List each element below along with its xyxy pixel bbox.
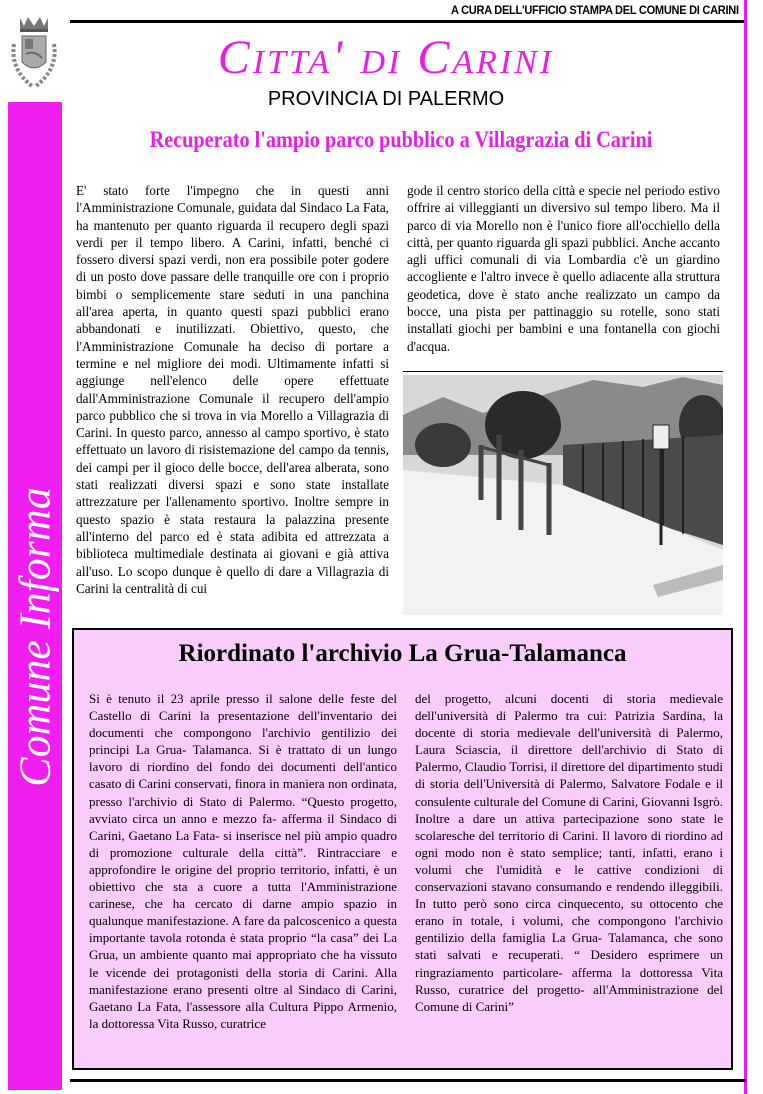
park-photo bbox=[403, 375, 723, 615]
article-column-1: E' stato forte l'impegno che in questi anni l'Amministrazione Comunale, guidata dal Sindaco La Fata, ha mantenuto per quanto riguarda il recupero degli spazi verdi per il tempo libero. A Carini, infatti, benché ci fossero diversi spazi verdi, non era possibile poter godere di un posto dove passare delle tranquille ore con i proprio bimbi o semplicemente stare seduti in una panchina all'area aperta, in quanto questi spazi pubblici erano abbandonati e inutilizzati. Obiettivo, questo, che l'Amministrazione Comunale ha deciso di portare a termine e nel migliore dei modi. Ultimamente infatti si aggiunge nell'elenco delle opere effettuate dall'Amministrazione Comunale il recupero dell'ampio parco pubblico che si trova in via Morello a Villagrazia di Carini. In questo parco, annesso al campo sportivo, è stato effettuato un lavoro di risistemazione del campo da tennis, dei campi per il gioco delle bocce, dell'area alberata, sono stati realizzati diversi spazi e sono state installate attrezzature per l'allenamento sportivo. Inoltre sempre in questo spazio è stata restaura la palazzina presente all'interno del parco ed è stata adibita ed attrezzata a biblioteca multimediale destinata ai giovani e già attiva all'uso. Lo scopo dunque è quello di dare a Villagrazia di Carini la centralità di cui bbox=[76, 183, 389, 596]
article-column-2: gode il centro storico della città e specie nel periodo estivo offrire ai villeggianti un diversivo sul tempo libero. Ma il parco di via Morello non è l'unico fiore all'occhiello della città, per quanto riguarda gli spazi pubblici. Anche accanto agli uffici comunali di via Lombardia c'è un giardino accogliente e l'altro invece è quello adiacente alla struttura geodetica, dove è stato anche realizzato un campo da bocce, una pista per pattinaggio su rotelle, sono stati installati giochi per bambini e una fontanella con giochi d'acqua. bbox=[407, 183, 720, 354]
sidebar-label: Comune Informa bbox=[10, 487, 60, 787]
archive-column-1: Si è tenuto il 23 aprile presso il salone delle feste del Castello di Carini la presentazione dell'inventario dei documenti che compongono l'archivio gentilizio dei principi La Grua- Talamanca. Si è trattato di un lungo lavoro di riordino del fondo dei documenti dell'antico casato di Carini conservati, finora in maniera non ordinata, presso l'archivio di Stato di Palermo. “Questo progetto, avviato circa un anno e mezzo fa- afferma il Sindaco di Carini, Gaetano La Fata- si inserisce nel più ampio quadro di promozione culturale della città”. Rintracciare e approfondire le origine del proprio territorio, infatti, è un obiettivo che sta a cuore a tutta l'Amministrazione carinese, che ha cercato di darne ampio spazio in qualunque manifestazione. A fare da palcoscenico a questa importante tavola rotonda è stata proprio “la casa” dei La Grua, un ambiente quanto mai appropriato che ha vissuto le vicende dei protagonisti della storia di Carini. Alla manifestazione erano presenti oltre al Sindaco di Carini, Gaetano La Fata, l'assessore alla Cultura Pippo Armenio, la dottoressa Vita Russo, curatrice bbox=[89, 691, 397, 1031]
column-rule bbox=[403, 371, 723, 372]
masthead-title: Citta' di Carini bbox=[217, 31, 555, 84]
right-accent-rule bbox=[744, 0, 747, 1094]
sidebar-band bbox=[8, 102, 62, 1090]
publisher-kicker: A CURA DELL'UFFICIO STAMPA DEL COMUNE DI CARINI bbox=[451, 3, 739, 17]
header-rule bbox=[70, 20, 746, 23]
archive-article-headline: Riordinato l'archivio La Grua-Talamanca bbox=[178, 640, 627, 667]
coat-of-arms-icon bbox=[4, 14, 64, 92]
footer-rule bbox=[70, 1079, 746, 1082]
archive-column-2: del progetto, alcuni docenti di storia medievale dell'università di Palermo tra cui: Patrizia Sardina, la docente di storia medievale dell'università di Palermo, Laura Sciascia, il direttore dell'archivio di Stato di Palermo, Claudio Torrisi, il direttore del dipartimento studi di storia dell'Università di Palermo, Salvatore Fodale e il consulente culturale del Comune di Carini, Giovanni Isgrò. Inoltre a dare un attiva partecipazione sono state le scolaresche del territorio di Carini. Il lavoro di riordino ad ogni modo non è stato semplice; tanti, infatti, erano i volumi che l'umidità e le cattive condizioni di conservazioni stavano consumando e rendendo illeggibili. In tutto però sono circa cinquecento, su ottocento che erano in totale, i volumi, che compongono l'archivio gentilizio della famiglia La Grua- Talamanca, che sono stati salvati e recuperati. “ Desidero esprimere un ringraziamento particolare- afferma la dottoressa Vita Russo, curatrice del progetto- all'Amministrazione del Comune di Carini” bbox=[415, 691, 723, 1014]
archive-article-box bbox=[72, 628, 733, 1070]
masthead-province: PROVINCIA DI PALERMO bbox=[267, 88, 505, 110]
article-headline: Recuperato l'ampio parco pubblico a Villagrazia di Carini bbox=[149, 127, 653, 152]
